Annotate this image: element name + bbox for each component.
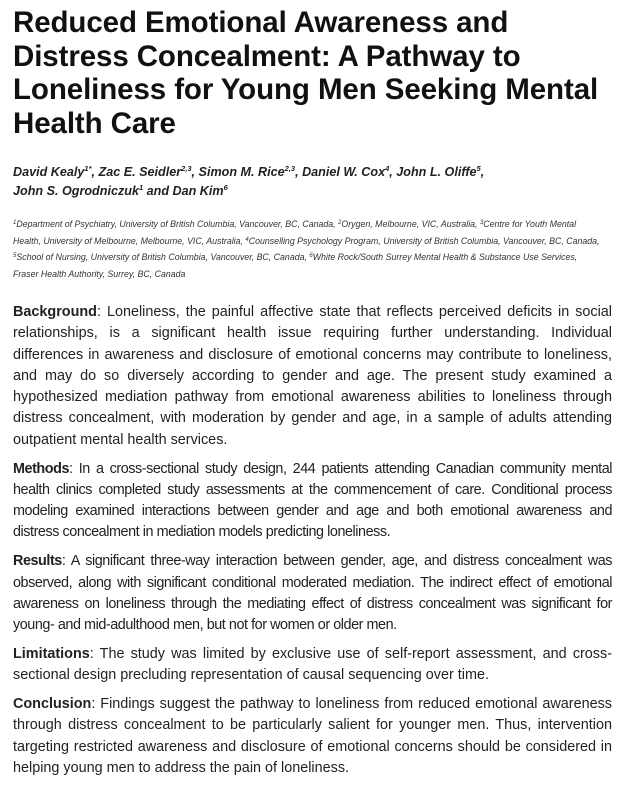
section-label: Results [13, 553, 62, 570]
author-affiliation-marker: 2,3 [181, 164, 192, 173]
abstract-background [13, 302, 612, 451]
affiliation-text: Counselling Psychology Program, University of British Columbia, Vancouver, BC, Canada, [248, 235, 600, 246]
affiliation-marker: 5 [13, 253, 17, 259]
author-name: Zac E. Seidler [98, 165, 182, 179]
article-header [13, 6, 613, 787]
affiliation-marker: 1 [13, 220, 17, 226]
author-conjunction: and [146, 184, 170, 198]
section-label: Conclusion [13, 696, 92, 713]
author-affiliation-marker: 4 [385, 164, 390, 173]
affiliation-text: Centre for Youth Mental Health, University of Melbourne, Melbourne, VIC, Australia, [13, 219, 577, 246]
author-affiliation-marker: 1* [84, 164, 92, 173]
author-name: David Kealy [13, 165, 85, 179]
author-name: Simon M. Rice [198, 165, 285, 179]
author-affiliation-marker: 2,3 [284, 164, 296, 173]
author-name: Daniel W. Cox [302, 165, 386, 179]
section-text: : The study was limited by exclusive use of self-report assessment, and cross-sectional design precluding representation of causal sequencing over time. [13, 645, 612, 684]
affiliation-marker: 2 [338, 220, 342, 226]
abstract [13, 302, 612, 779]
affiliation-list [13, 216, 603, 282]
abstract-results [13, 551, 612, 636]
author-name: John S. Ogrodniczuk [13, 184, 139, 198]
abstract-methods [13, 459, 612, 544]
author-list: David Kealy$^{1*}$, Zac E. Seidler$^{2,3}$, Simon M. Rice$^{2,3}$, Daniel W. Cox$^4$, John L. Oliffe$^5$, John S. Ogrodniczuk$^1$ and Dan Kim$^6$ [13, 164, 485, 198]
affiliation-marker: 4 [245, 236, 249, 243]
section-text: : Findings suggest the pathway to loneliness from reduced emotional awareness through distress concealment to be particularly salient for younger men. Thus, intervention targeting restricted awareness and disclosure of emotional concerns should be considered in helping young men to address the pain of loneliness. [13, 696, 612, 776]
affiliation-text: Orygen, Melbourne, VIC, Australia, [341, 219, 480, 229]
affiliation-marker: 6 [309, 253, 313, 259]
author-name: Dan Kim [172, 184, 224, 198]
affiliation-text: Department of Psychiatry, University of British Columbia, Vancouver, BC, Canada, [16, 219, 339, 229]
affiliation-marker: 3 [479, 220, 484, 226]
author-affiliation-marker: 6 [223, 183, 228, 192]
author-name: John L. Oliffe [396, 165, 477, 179]
abstract-limitations [13, 644, 612, 687]
author-affiliation-marker: 1 [138, 183, 144, 192]
article-title: Reduced Emotional Awareness and Distress Concealment: A Pathway to Loneliness for Young Men Seeking Mental Health Care [13, 6, 599, 140]
affiliation-text: White Rock/South Surrey Mental Health & Substance Use Services, Fraser Health Authority, Surrey, BC, Canada [13, 252, 578, 279]
section-text: : A significant three-way interaction between gender, age, and distress concealment was observed, along with significant conditional moderated mediation. The indirect effect of emotional awareness on loneliness through the mediating effect of distress concealment was significant for young- and mid-adulthood men, but not for women or older men. [13, 553, 612, 634]
affiliation-text: School of Nursing, University of British Columbia, Vancouver, BC, Canada, [16, 252, 310, 262]
author-affiliation-marker: 5 [476, 164, 481, 173]
section-text: : Loneliness, the painful affective state that reflects perceived deficits in social relationships, is a significant health issue requiring further understanding. Individual differences in awareness and disclosure of emotional concerns may contribute to loneliness, and may do so diversely according to gender and age. The present study examined a hypothesized mediation pathway from emotional awareness abilities to loneliness through distress concealment, with moderation by gender and age, in a sample of adults attending outpatient mental health services. [13, 304, 612, 448]
section-label: Limitations [13, 645, 90, 662]
section-label: Background [13, 304, 97, 320]
section-text: : In a cross-sectional study design, 244 patients attending Canadian community mental health clinics completed study assessments at the commencement of care. Conditional process modeling examined interactions between gender and age and both emotional awareness and distress concealment in mediation models predicting loneliness. [13, 460, 612, 541]
section-label: Methods [13, 460, 70, 477]
abstract-conclusion [13, 694, 612, 779]
